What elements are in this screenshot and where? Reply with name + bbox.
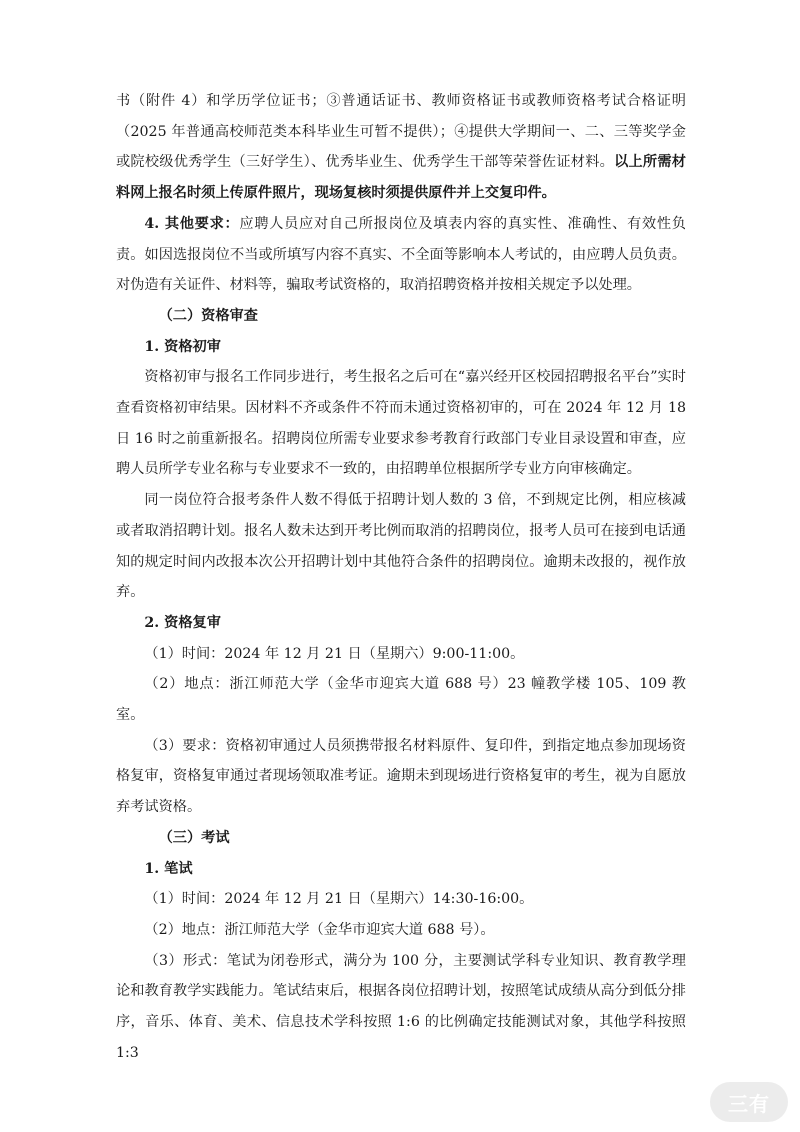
written-exam-location: （2）地点：浙江师范大学（金华市迎宾大道 688 号）。	[144, 921, 495, 938]
preliminary-review-paragraph-1: 资格初审与报名工作同步进行，考生报名之后可在“嘉兴经开区校园招聘报名平台”实时查看资格初审结果。因材料不齐或条件不符而未通过资格初审的，可在 2024 年 12 月 18 日 16 时之前重新报名。招聘岗位所需专业要求参考教育行政部门专业目录设置和审查，应聘人员所学专业名称与专业要求不一致的，由招聘单位根据所学专业方向审核确定。	[116, 369, 686, 478]
re-review-requirements: （3）要求：资格初审通过人员须携带报名材料原件、复印件，到指定地点参加现场资格复审，资格复审通过者现场领取准考证。逾期未到现场进行资格复审的考生，视为自愿放弃考试资格。	[116, 737, 686, 816]
preliminary-review-paragraph-2: 同一岗位符合报考条件人数不得低于招聘计划人数的 3 倍，不到规定比例，相应核减或者取消招聘计划。报名人数未达到开考比例而取消的招聘岗位，报考人员可在接到电话通知的规定时间内改报本次公开招聘计划中其他符合条件的招聘岗位。逾期未改报的，视作放弃。	[116, 492, 686, 601]
watermark-text: 三有	[728, 1091, 770, 1116]
written-exam-format: （3）形式：笔试为闭卷形式，满分为 100 分，主要测试学科专业知识、教育教学理论和教育教学实践能力。笔试结束后，根据各岗位招聘计划，按照笔试成绩从高分到低分排序，音乐、体育、美术、信息技术学科按照 1:6 的比例确定技能测试对象，其他学科按照 1:3	[116, 952, 686, 1061]
document-page	[116, 86, 686, 1069]
other-requirements-label: 4. 其他要求：	[144, 215, 240, 232]
other-requirements-text: 应聘人员应对自己所报岗位及填表内容的真实性、准确性、有效性负责。如因选报岗位不当或所填写内容不真实、不全面等影响本人考试的，由应聘人员负责。对伪造有关证件、材料等，骗取考试资格的，取消招聘资格并按相关规定予以处理。	[116, 215, 686, 294]
section-exam-title: （三）考试	[158, 829, 230, 846]
paragraph-materials	[116, 86, 686, 209]
written-exam-time: （1）时间：2024 年 12 月 21 日（星期六）14:30-16:00。	[144, 891, 534, 908]
re-review-time: （1）时间：2024 年 12 月 21 日（星期六）9:00-11:00。	[144, 645, 525, 662]
section-qualification-review-title: （二）资格审查	[158, 307, 258, 324]
preliminary-review-title: 1. 资格初审	[144, 338, 221, 355]
paragraph-other-requirements	[116, 209, 686, 301]
re-review-title: 2. 资格复审	[144, 614, 221, 631]
watermark-logo	[710, 1082, 788, 1122]
materials-bold-note: 以上所需材料网上报名时须上传原件照片，现场复核时须提供原件并上交复印件。	[116, 154, 686, 202]
written-exam-title: 1. 笔试	[144, 860, 193, 877]
materials-text: 书（附件 4）和学历学位证书；③普通话证书、教师资格证书或教师资格考试合格证明（2025 年普通高校师范类本科毕业生可暂不提供）；④提供大学期间一、二、三等奖学金或院校级优秀学生（三好学生）、优秀毕业生、优秀学生干部等荣誉佐证材料。	[116, 93, 686, 171]
re-review-location: （2）地点：浙江师范大学（金华市迎宾大道 688 号）23 幢教学楼 105、109 教室。	[116, 676, 686, 724]
